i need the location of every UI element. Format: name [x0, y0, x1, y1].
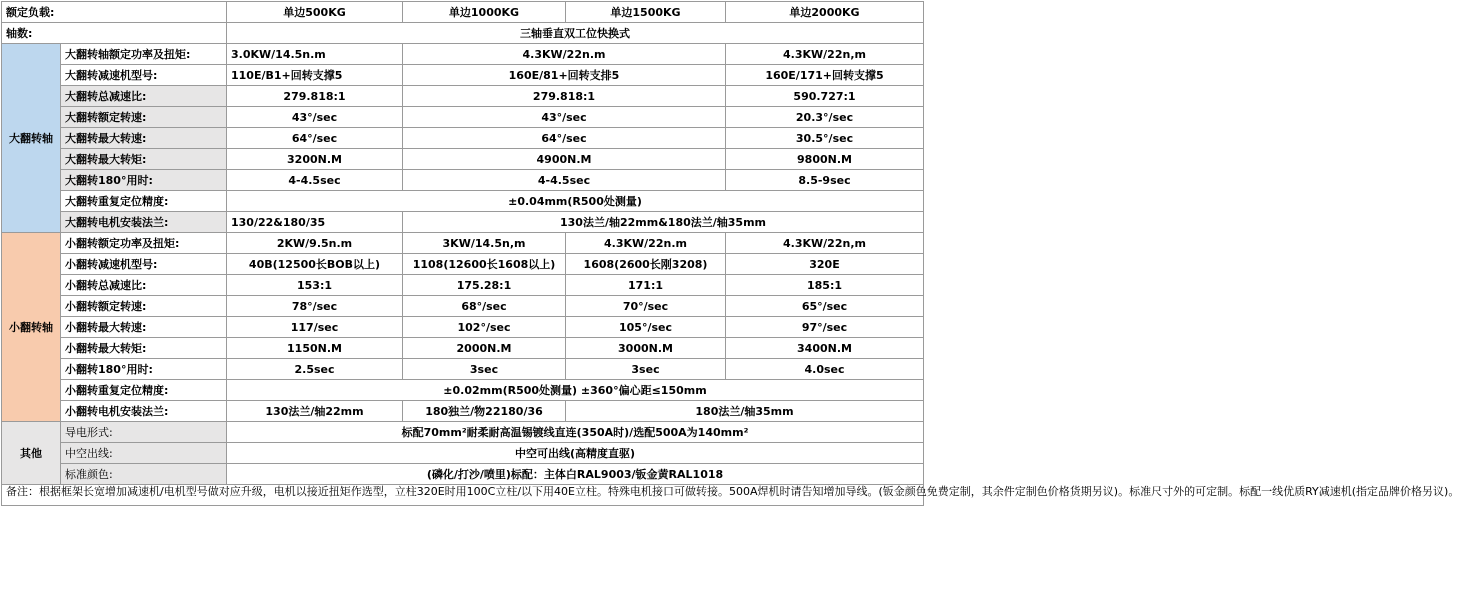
other-row-value: (磷化/打沙/喷里)标配：主体白RAL9003/钣金黄RAL1018	[227, 464, 924, 485]
big-2000-value: 20.3°/sec	[726, 107, 924, 128]
big-repeat-value: ±0.04mm(R500处测量)	[227, 191, 924, 212]
small-2000-value: 4.3KW/22n,m	[726, 233, 924, 254]
big-flange-500-value: 130/22&180/35	[227, 212, 403, 233]
other-row-label: 导电形式:	[61, 422, 227, 443]
small-500-value: 40B(12500长BOB以上)	[227, 254, 403, 275]
model-2000-header: 单边2000KG	[726, 2, 924, 23]
small-row-2	[2, 275, 924, 296]
big-1000-1500-value: 160E/81+回转支排5	[403, 65, 726, 86]
big-flange-rest-value: 130法兰/轴22mm&180法兰/轴35mm	[403, 212, 924, 233]
big-row-label: 大翻转最大转矩:	[61, 149, 227, 170]
small-row-0	[2, 233, 924, 254]
axis-value: 三轴垂直双工位快换式	[227, 23, 924, 44]
small-1000-value: 68°/sec	[403, 296, 566, 317]
small-flange-row	[2, 401, 924, 422]
small-1500-value: 3000N.M	[566, 338, 726, 359]
model-1500-header: 单边1500KG	[566, 2, 726, 23]
other-row-label: 中空出线:	[61, 443, 227, 464]
other-row-label: 标准颜色:	[61, 464, 227, 485]
small-axis-group-label: 小翻转轴	[2, 233, 61, 422]
small-flange-500-value: 130法兰/轴22mm	[227, 401, 403, 422]
small-500-value: 1150N.M	[227, 338, 403, 359]
big-flange-label: 大翻转电机安装法兰:	[61, 212, 227, 233]
header-row	[2, 2, 924, 23]
small-row-label: 小翻转额定转速:	[61, 296, 227, 317]
big-1000-1500-value: 4900N.M	[403, 149, 726, 170]
note-row	[2, 485, 924, 506]
small-row-label: 小翻转最大转矩:	[61, 338, 227, 359]
big-500-value: 4-4.5sec	[227, 170, 403, 191]
big-1000-1500-value: 279.818:1	[403, 86, 726, 107]
big-2000-value: 30.5°/sec	[726, 128, 924, 149]
big-repeat-row	[2, 191, 924, 212]
big-1000-1500-value: 64°/sec	[403, 128, 726, 149]
note-text: 备注：根据框架长宽增加减速机/电机型号做对应升级，电机以接近扭矩作选型，立柱320E时用100C立柱/以下用40E立柱。特殊电机接口可做转接。500A焊机时请告知增加导线。(钣金颜色免费定制，其余件定制色价格货期另议)。标准尺寸外的可定制。标配一线优质RY减速机(指定品牌价格另议)。	[2, 485, 924, 506]
small-500-value: 78°/sec	[227, 296, 403, 317]
small-500-value: 2KW/9.5n.m	[227, 233, 403, 254]
small-2000-value: 3400N.M	[726, 338, 924, 359]
big-1000-1500-value: 4.3KW/22n.m	[403, 44, 726, 65]
small-1000-value: 3KW/14.5n,m	[403, 233, 566, 254]
big-row-label: 大翻转总减速比:	[61, 86, 227, 107]
small-row-label: 小翻转180°用时:	[61, 359, 227, 380]
small-2000-value: 4.0sec	[726, 359, 924, 380]
big-row-3	[2, 107, 924, 128]
small-1500-value: 4.3KW/22n.m	[566, 233, 726, 254]
big-500-value: 3.0KW/14.5n.m	[227, 44, 403, 65]
small-row-1	[2, 254, 924, 275]
big-2000-value: 590.727:1	[726, 86, 924, 107]
big-500-value: 110E/B1+回转支撑5	[227, 65, 403, 86]
small-row-label: 小翻转额定功率及扭矩:	[61, 233, 227, 254]
small-row-3	[2, 296, 924, 317]
big-2000-value: 160E/171+回转支撑5	[726, 65, 924, 86]
small-row-5	[2, 338, 924, 359]
small-repeat-value: ±0.02mm(R500处测量) ±360°偏心距≤150mm	[227, 380, 924, 401]
big-row-0	[2, 44, 924, 65]
axis-row	[2, 23, 924, 44]
big-row-1	[2, 65, 924, 86]
spec-table	[1, 1, 1459, 506]
big-1000-1500-value: 43°/sec	[403, 107, 726, 128]
big-flange-row	[2, 212, 924, 233]
other-group-label: 其他	[2, 422, 61, 485]
axis-label: 轴数:	[2, 23, 227, 44]
small-500-value: 2.5sec	[227, 359, 403, 380]
small-1500-value: 3sec	[566, 359, 726, 380]
small-repeat-label: 小翻转重复定位精度:	[61, 380, 227, 401]
model-1000-header: 单边1000KG	[403, 2, 566, 23]
other-row-value: 中空可出线(高精度直驱)	[227, 443, 924, 464]
small-500-value: 117/sec	[227, 317, 403, 338]
big-row-6	[2, 170, 924, 191]
model-500-header: 单边500KG	[227, 2, 403, 23]
small-1500-value: 70°/sec	[566, 296, 726, 317]
big-2000-value: 9800N.M	[726, 149, 924, 170]
small-2000-value: 185:1	[726, 275, 924, 296]
big-repeat-label: 大翻转重复定位精度:	[61, 191, 227, 212]
small-1000-value: 102°/sec	[403, 317, 566, 338]
big-500-value: 43°/sec	[227, 107, 403, 128]
small-row-4	[2, 317, 924, 338]
small-1000-value: 3sec	[403, 359, 566, 380]
big-500-value: 279.818:1	[227, 86, 403, 107]
big-1000-1500-value: 4-4.5sec	[403, 170, 726, 191]
other-row-value: 标配70mm²耐柔耐高温锡镀线直连(350A时)/选配500A为140mm²	[227, 422, 924, 443]
big-2000-value: 8.5-9sec	[726, 170, 924, 191]
small-2000-value: 97°/sec	[726, 317, 924, 338]
big-axis-group-label: 大翻转轴	[2, 44, 61, 233]
big-500-value: 3200N.M	[227, 149, 403, 170]
small-flange-rest-value: 180法兰/轴35mm	[566, 401, 924, 422]
other-row-1	[2, 443, 924, 464]
small-row-label: 小翻转总减速比:	[61, 275, 227, 296]
other-row-0	[2, 422, 924, 443]
big-row-label: 大翻转减速机型号:	[61, 65, 227, 86]
big-row-5	[2, 149, 924, 170]
big-row-label: 大翻转180°用时:	[61, 170, 227, 191]
small-2000-value: 320E	[726, 254, 924, 275]
small-500-value: 153:1	[227, 275, 403, 296]
small-1000-value: 2000N.M	[403, 338, 566, 359]
small-1000-value: 175.28:1	[403, 275, 566, 296]
big-row-label: 大翻转最大转速:	[61, 128, 227, 149]
small-flange-label: 小翻转电机安装法兰:	[61, 401, 227, 422]
small-1500-value: 171:1	[566, 275, 726, 296]
big-row-label: 大翻转额定转速:	[61, 107, 227, 128]
small-row-label: 小翻转减速机型号:	[61, 254, 227, 275]
small-row-label: 小翻转最大转速:	[61, 317, 227, 338]
small-1000-value: 1108(12600长1608以上)	[403, 254, 566, 275]
other-row-2	[2, 464, 924, 485]
big-2000-value: 4.3KW/22n,m	[726, 44, 924, 65]
small-1500-value: 105°/sec	[566, 317, 726, 338]
rated-load-label: 额定负载:	[2, 2, 227, 23]
small-1500-value: 1608(2600长刚3208)	[566, 254, 726, 275]
big-row-2	[2, 86, 924, 107]
small-2000-value: 65°/sec	[726, 296, 924, 317]
big-row-label: 大翻转轴额定功率及扭矩:	[61, 44, 227, 65]
big-row-4	[2, 128, 924, 149]
small-flange-1000-value: 180独兰/物22180/36	[403, 401, 566, 422]
small-row-6	[2, 359, 924, 380]
big-500-value: 64°/sec	[227, 128, 403, 149]
small-repeat-row	[2, 380, 924, 401]
